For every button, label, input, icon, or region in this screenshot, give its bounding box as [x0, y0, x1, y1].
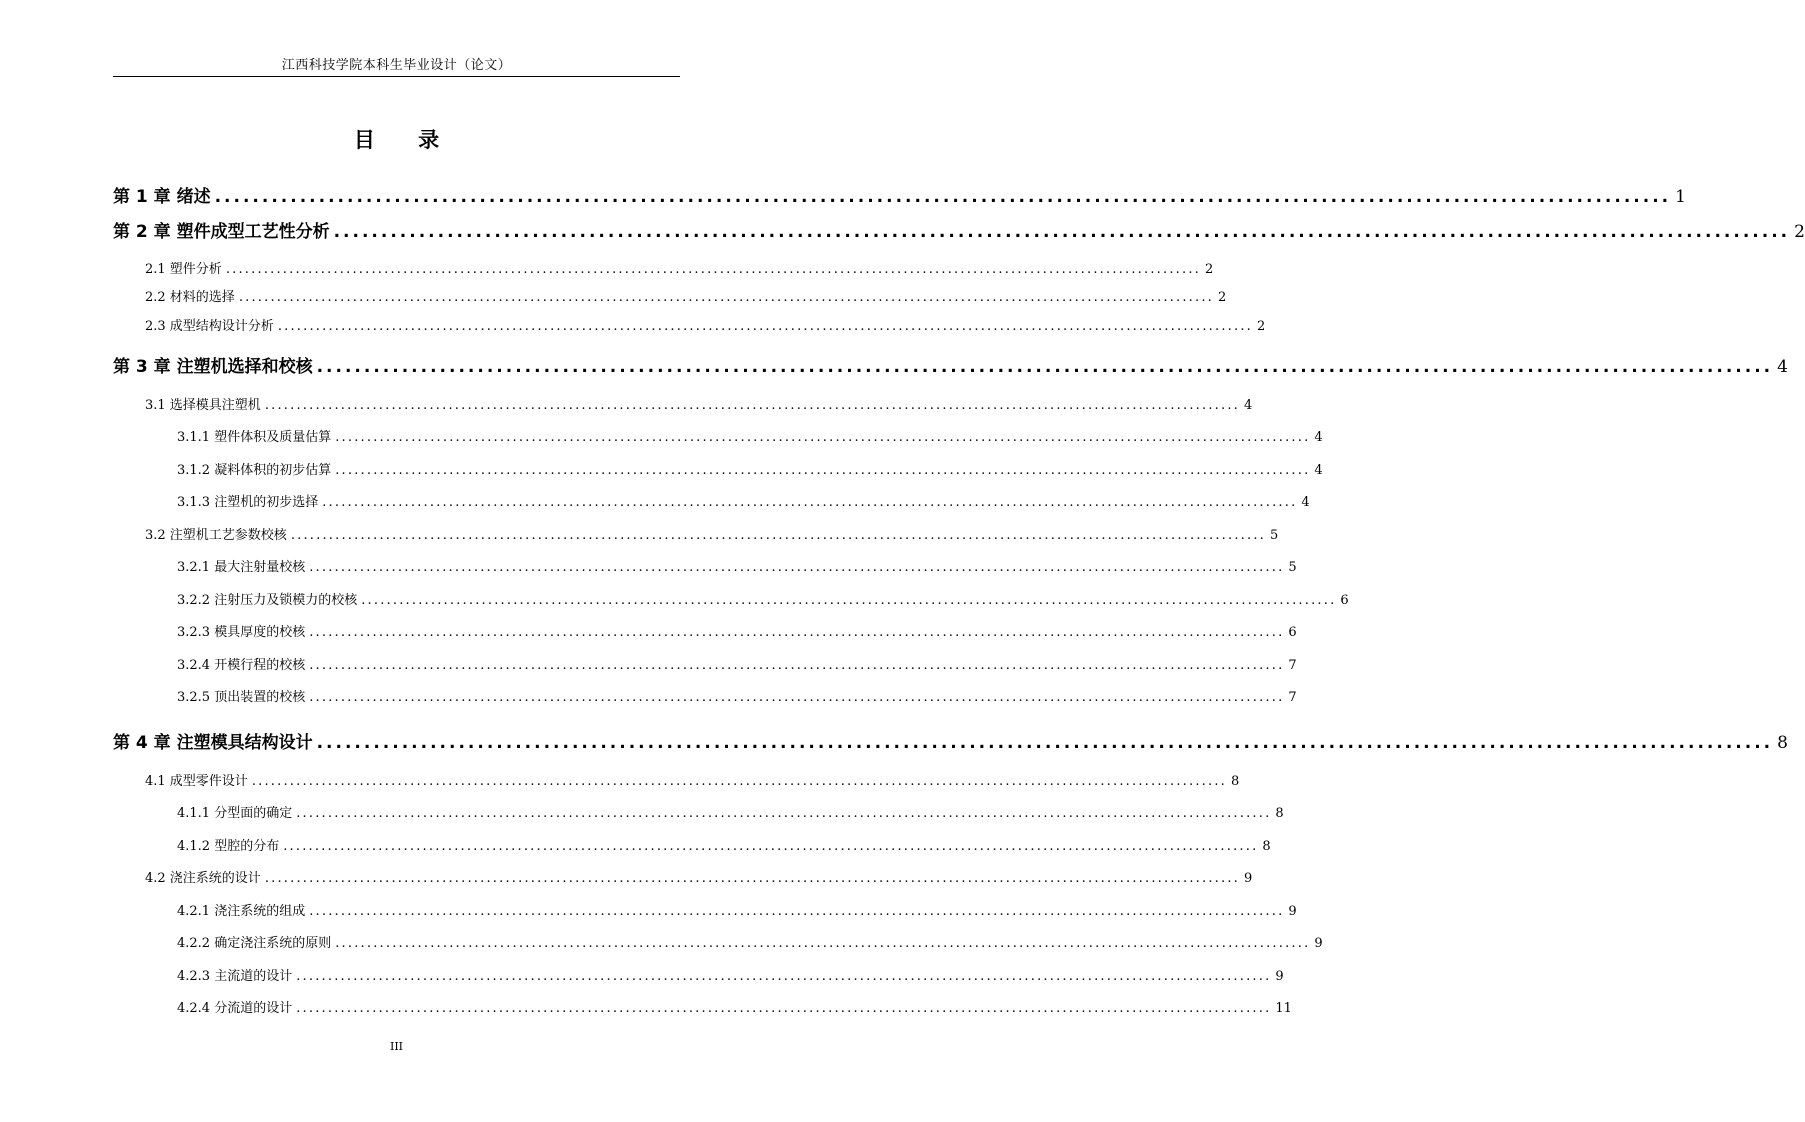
- toc-entry[interactable]: [113, 185, 1686, 209]
- toc-leader: ..........................................................................................................................................................: [264, 398, 1240, 413]
- toc-entry-page: 4: [1244, 398, 1253, 413]
- toc-leader: ..........................................................................................................................................................: [264, 871, 1240, 886]
- toc-entry-page: 2: [1218, 290, 1227, 305]
- toc-entry[interactable]: [177, 558, 1297, 578]
- toc-entry-page: 8: [1275, 806, 1284, 821]
- toc-entry[interactable]: [145, 260, 1214, 280]
- toc-entry[interactable]: [177, 656, 1297, 676]
- toc-entry-label: 2.2 材料的选择: [145, 290, 235, 305]
- toc-entry-page: 9: [1314, 936, 1323, 951]
- toc-leader: ..........................................................................................................................................................: [316, 357, 1774, 377]
- toc-entry-page: 11: [1275, 1001, 1292, 1016]
- toc-entry[interactable]: [177, 804, 1284, 824]
- toc-entry-page: 4: [1301, 495, 1310, 510]
- toc-entry-page: 5: [1288, 560, 1297, 575]
- toc-entry-page: 2: [1205, 262, 1214, 277]
- toc-entry[interactable]: [113, 220, 1805, 244]
- toc-entry[interactable]: [177, 461, 1323, 481]
- toc-entry-page: 5: [1270, 528, 1279, 543]
- toc-entry-label: 3.1.3 注塑机的初步选择: [177, 495, 319, 510]
- toc-entry-label: 第 4 章 注塑模具结构设计: [113, 733, 313, 753]
- toc-entry-page: 7: [1288, 658, 1297, 673]
- toc-entry-page: 8: [1231, 774, 1240, 789]
- toc-entry-label: 4.2 浇注系统的设计: [145, 871, 261, 886]
- toc-entry-label: 4.2.2 确定浇注系统的原则: [177, 936, 332, 951]
- toc-leader: ..........................................................................................................................................................: [225, 262, 1201, 277]
- toc-entry-page: 4: [1314, 430, 1323, 445]
- page-number: III: [389, 1040, 404, 1053]
- toc-leader: ..........................................................................................................................................................: [309, 625, 1285, 640]
- toc-leader: ..........................................................................................................................................................: [309, 690, 1285, 705]
- toc-entry-label: 3.2.1 最大注射量校核: [177, 560, 306, 575]
- toc-entry-page: 6: [1288, 625, 1297, 640]
- toc-entry-page: 8: [1262, 839, 1271, 854]
- toc-entry-page: 6: [1340, 593, 1349, 608]
- toc-leader: ..........................................................................................................................................................: [251, 774, 1227, 789]
- toc-entry-label: 3.2.4 开模行程的校核: [177, 658, 306, 673]
- toc-entry[interactable]: [145, 869, 1253, 889]
- toc-leader: ..........................................................................................................................................................: [309, 658, 1285, 673]
- toc-leader: ..........................................................................................................................................................: [335, 463, 1311, 478]
- toc-entry[interactable]: [177, 837, 1271, 857]
- toc-entry[interactable]: [145, 288, 1227, 308]
- toc-leader: ..........................................................................................................................................................: [309, 560, 1285, 575]
- toc-entry-page: 7: [1288, 690, 1297, 705]
- toc-entry-label: 4.2.4 分流道的设计: [177, 1001, 293, 1016]
- toc-entry-page: 9: [1288, 904, 1297, 919]
- toc-leader: ..........................................................................................................................................................: [296, 1001, 1272, 1016]
- toc-title: 目 录: [353, 127, 458, 152]
- toc-leader: ..........................................................................................................................................................: [361, 593, 1337, 608]
- toc-leader: ..........................................................................................................................................................: [333, 222, 1791, 242]
- toc-leader: ..........................................................................................................................................................: [296, 969, 1272, 984]
- toc-entry-page: 1: [1675, 187, 1686, 207]
- toc-entry[interactable]: [145, 772, 1240, 792]
- toc-entry[interactable]: [145, 317, 1266, 337]
- toc-leader: ..........................................................................................................................................................: [309, 904, 1285, 919]
- toc-entry-label: 第 3 章 注塑机选择和校核: [113, 357, 313, 377]
- toc-leader: ..........................................................................................................................................................: [290, 528, 1266, 543]
- toc-entry-label: 第 2 章 塑件成型工艺性分析: [113, 222, 330, 242]
- toc-entry-label: 4.1 成型零件设计: [145, 774, 248, 789]
- running-header: 江西科技学院本科生毕业设计（论文）: [281, 58, 512, 73]
- toc-entry-label: 3.2 注塑机工艺参数校核: [145, 528, 287, 543]
- toc-entry-page: 2: [1794, 222, 1805, 242]
- toc-entry-page: 2: [1257, 319, 1266, 334]
- toc-entry[interactable]: [177, 967, 1284, 987]
- toc-entry[interactable]: [145, 396, 1253, 416]
- toc-entry-label: 4.1.2 型腔的分布: [177, 839, 280, 854]
- toc-entry[interactable]: [177, 428, 1323, 448]
- toc-leader: ..........................................................................................................................................................: [335, 936, 1311, 951]
- toc-entry[interactable]: [113, 731, 1788, 755]
- toc-entry-label: 2.1 塑件分析: [145, 262, 222, 277]
- toc-entry[interactable]: [177, 688, 1297, 708]
- toc-entry[interactable]: [177, 493, 1310, 513]
- toc-entry-page: 9: [1244, 871, 1253, 886]
- toc-entry[interactable]: [145, 526, 1279, 546]
- toc-entry-label: 2.3 成型结构设计分析: [145, 319, 274, 334]
- toc-entry[interactable]: [177, 999, 1292, 1019]
- toc-entry-label: 3.1.1 塑件体积及质量估算: [177, 430, 332, 445]
- toc-leader: ..........................................................................................................................................................: [296, 806, 1272, 821]
- toc-entry[interactable]: [177, 902, 1297, 922]
- toc-leader: ..........................................................................................................................................................: [214, 187, 1672, 207]
- toc-entry[interactable]: [177, 934, 1323, 954]
- toc-entry-label: 3.1.2 凝料体积的初步估算: [177, 463, 332, 478]
- toc-entry[interactable]: [177, 623, 1297, 643]
- toc-entry-label: 4.1.1 分型面的确定: [177, 806, 293, 821]
- toc-entry-label: 4.2.3 主流道的设计: [177, 969, 293, 984]
- toc-entry-label: 4.2.1 浇注系统的组成: [177, 904, 306, 919]
- header-rule: [113, 76, 680, 77]
- toc-entry-page: 4: [1314, 463, 1323, 478]
- toc-entry[interactable]: [177, 591, 1349, 611]
- toc-leader: ..........................................................................................................................................................: [322, 495, 1298, 510]
- toc-leader: ..........................................................................................................................................................: [238, 290, 1214, 305]
- toc-entry-page: 8: [1777, 733, 1788, 753]
- toc-leader: ..........................................................................................................................................................: [283, 839, 1259, 854]
- toc-leader: ..........................................................................................................................................................: [277, 319, 1253, 334]
- toc-entry[interactable]: [113, 355, 1788, 379]
- toc-entry-label: 3.2.2 注射压力及锁模力的校核: [177, 593, 358, 608]
- toc-entry-label: 第 1 章 绪述: [113, 187, 211, 207]
- toc-leader: ..........................................................................................................................................................: [316, 733, 1774, 753]
- toc-entry-label: 3.2.5 顶出装置的校核: [177, 690, 306, 705]
- toc-entry-label: 3.2.3 模具厚度的校核: [177, 625, 306, 640]
- toc-entry-page: 4: [1777, 357, 1788, 377]
- toc-leader: ..........................................................................................................................................................: [335, 430, 1311, 445]
- toc-entry-page: 9: [1275, 969, 1284, 984]
- toc-entry-label: 3.1 选择模具注塑机: [145, 398, 261, 413]
